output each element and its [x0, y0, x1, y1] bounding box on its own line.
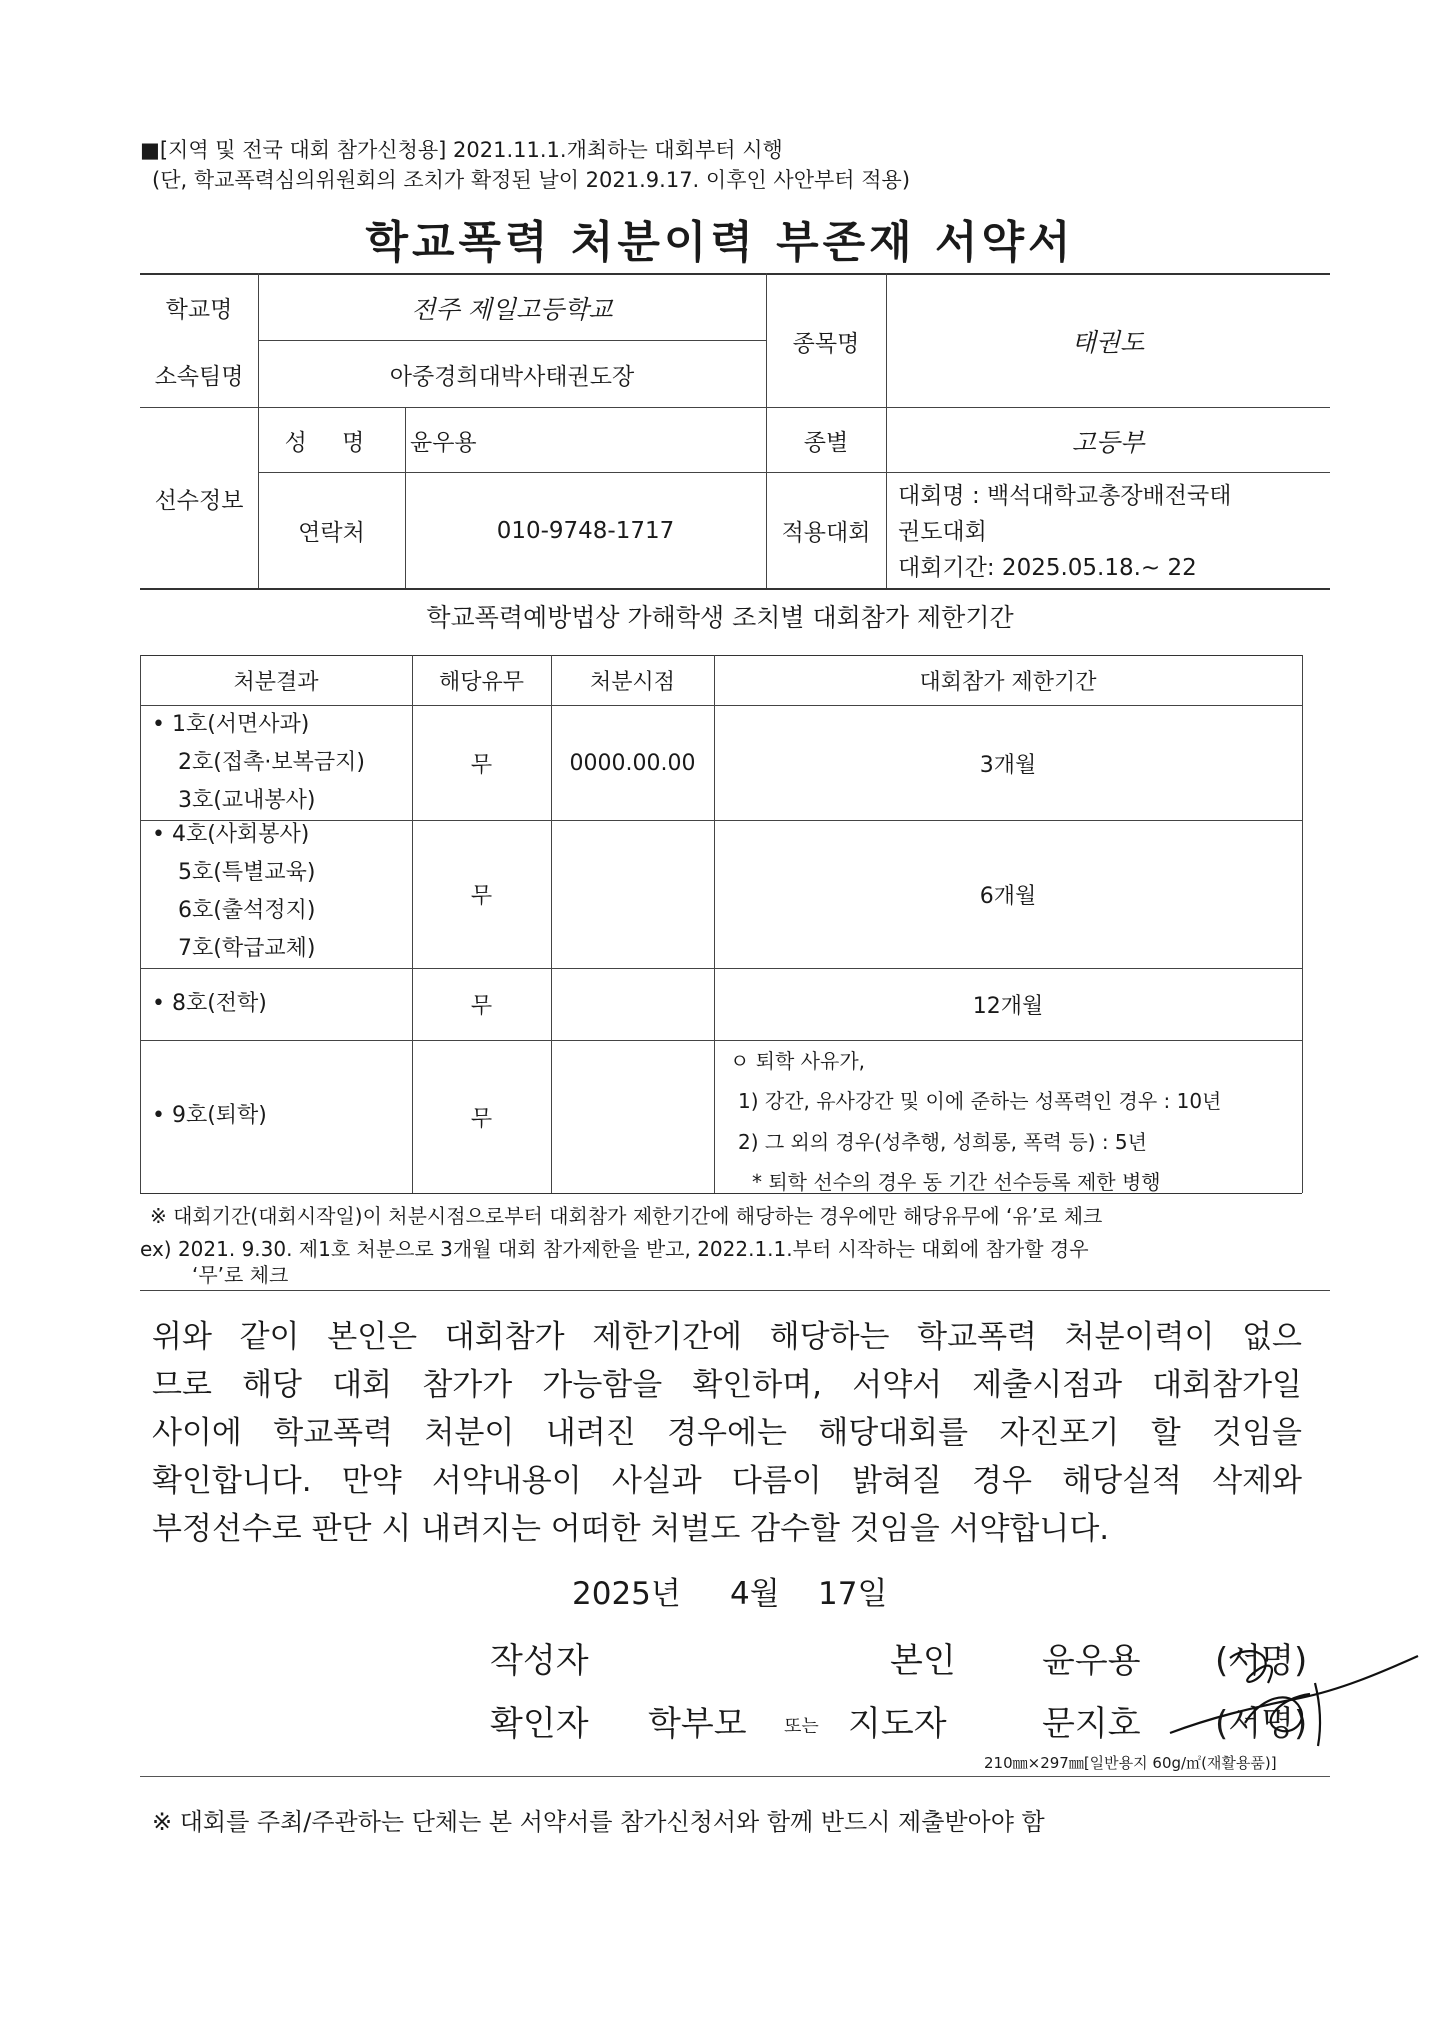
- confirmer-label: 확인자: [490, 1704, 589, 1744]
- table-row: • 4호(사회봉사) 5호(특별교육) 6호(출석정지) 7호(학급교체): [152, 822, 316, 961]
- pledge-line-4: 확인합니다. 만약 서약내용이 사실과 다름이 밝혀질 경우 해당실적 삭제와: [152, 1463, 1302, 1499]
- row1-period: 3개월: [979, 752, 1037, 778]
- notice-line-1: ■[지역 및 전국 대회 참가신청용] 2021.11.1.개최하는 대회부터 시행: [140, 138, 783, 162]
- note-2: ex) 2021. 9.30. 제1호 처분으로 3개월 대회 참가제한을 받고, 2022.1.1.부터 시작하는 대회에 참가할 경우: [140, 1237, 1089, 1261]
- self-label: 본인: [890, 1641, 956, 1681]
- row4-period-line3: 2) 그 외의 경우(성추행, 성희롱, 폭력 등) : 5년: [738, 1130, 1147, 1154]
- row4-applicable: 무: [470, 1106, 493, 1132]
- category-label: 종별: [803, 430, 849, 456]
- row1-applicable: 무: [470, 752, 493, 778]
- name-value: 윤우용: [410, 430, 477, 456]
- row4-period-line4: * 퇴학 선수의 경우 동 기간 선수등록 제한 병행: [752, 1170, 1161, 1194]
- school-value: 전주 제일고등학교: [411, 294, 613, 324]
- date-month: 4월: [730, 1576, 780, 1612]
- header-result: 처분결과: [233, 670, 319, 695]
- row4-period-line1: ㅇ 퇴학 사유가,: [730, 1049, 865, 1073]
- handwritten-signature: [1150, 1628, 1420, 1758]
- competition-name: 대회명 : 백석대학교총장배전국태 권도대회 대회기간: 2025.05.18.~ 22: [898, 478, 1231, 586]
- footer-note: ※ 대회를 주최/주관하는 단체는 본 서약서를 참가신청서와 함께 반드시 제출받아야 함: [152, 1808, 1045, 1836]
- date-day: 17일: [818, 1576, 888, 1612]
- writer-name: 윤우용: [1042, 1641, 1141, 1681]
- pledge-line-1: 위와 같이 본인은 대회참가 제한기간에 해당하는 학교폭력 처분이력이 없으: [152, 1319, 1302, 1355]
- school-label: 학교명: [165, 297, 233, 323]
- row3-period: 12개월: [972, 994, 1044, 1019]
- event-label: 종목명: [792, 330, 860, 357]
- note-1: ※ 대회기간(대회시작일)이 처분시점으로부터 대회참가 제한기간에 해당하는 경우에만 해당유무에 ‘유’로 체크: [150, 1204, 1103, 1228]
- competition-label: 적용대회: [781, 520, 871, 546]
- parent-label: 학부모: [648, 1704, 747, 1744]
- note-3: ‘무’로 체크: [192, 1263, 289, 1287]
- team-value: 아중경희대박사태권도장: [389, 363, 635, 390]
- header-period: 대회참가 제한기간: [919, 670, 1097, 695]
- contact-value: 010-9748-1717: [496, 517, 675, 544]
- confirmer-seal: (서명): [1215, 1704, 1308, 1744]
- writer-seal: (서명): [1215, 1641, 1308, 1681]
- confirmer-name: 문지호: [1042, 1704, 1141, 1744]
- row2-period: 6개월: [979, 884, 1037, 909]
- contact-label: 연락처: [298, 520, 365, 546]
- date-year: 2025년: [572, 1576, 681, 1612]
- restriction-subtitle: 학교폭력예방법상 가해학생 조치별 대회참가 제한기간: [426, 603, 1014, 632]
- document-title: 학교폭력 처분이력 부존재 서약서: [365, 217, 1075, 268]
- writer-label: 작성자: [490, 1641, 589, 1681]
- header-date: 처분시점: [589, 670, 675, 695]
- team-label: 소속팀명: [154, 363, 244, 390]
- row2-applicable: 무: [470, 884, 493, 909]
- row4-period-line2: 1) 강간, 유사강간 및 이에 준하는 성폭력인 경우 : 10년: [738, 1089, 1222, 1113]
- event-value: 태권도: [1071, 328, 1145, 357]
- paper-spec: 210㎜×297㎜[일반용지 60g/㎡(재활용품)]: [984, 1754, 1277, 1772]
- coach-label: 지도자: [848, 1704, 947, 1744]
- table-row: • 8호(전학): [152, 991, 267, 1016]
- header-applicable: 해당유무: [438, 670, 524, 695]
- pledge-line-2: 므로 해당 대회 참가가 가능함을 확인하며, 서약서 제출시점과 대회참가일: [152, 1367, 1302, 1403]
- table-row: • 1호(서면사과) 2호(접촉·보복금지) 3호(교내봉사): [152, 712, 365, 813]
- pledge-line-5: 부정선수로 판단 시 내려지는 어떠한 처벌도 감수할 것임을 서약합니다.: [152, 1511, 1110, 1547]
- notice-line-2: (단, 학교폭력심의위원회의 조치가 확정된 날이 2021.9.17. 이후인 사안부터 적용): [152, 168, 911, 192]
- category-value: 고등부: [1071, 427, 1145, 457]
- player-info-label: 선수정보: [154, 488, 244, 514]
- competition-period: 대회기간: 2025.05.18.~ 22: [898, 555, 1197, 581]
- pledge-line-3: 사이에 학교폭력 처분이 내려진 경우에는 해당대회를 자진포기 할 것임을: [152, 1415, 1302, 1451]
- name-label: 성 명: [284, 430, 379, 456]
- table-row: • 9호(퇴학): [152, 1103, 267, 1128]
- row3-applicable: 무: [470, 994, 493, 1019]
- or-label: 또는: [784, 1716, 819, 1737]
- row1-date: 0000.00.00: [569, 750, 696, 776]
